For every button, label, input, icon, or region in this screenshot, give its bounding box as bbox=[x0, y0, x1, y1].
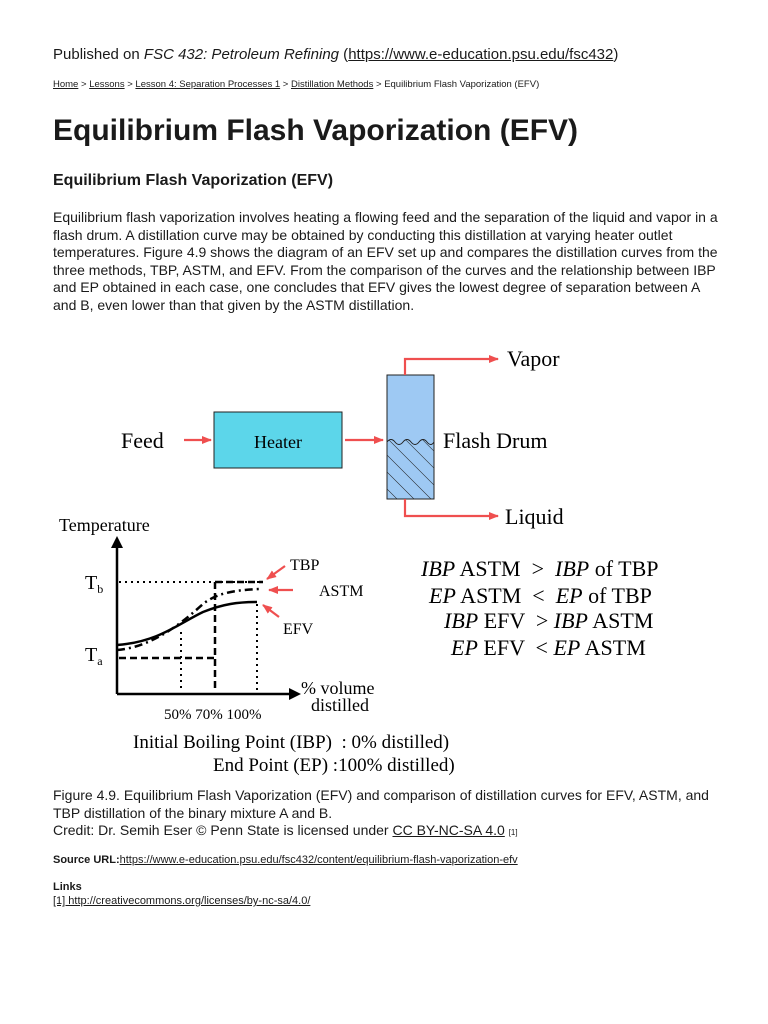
ep-definition: End Point (EP) :100% distilled) bbox=[213, 755, 455, 776]
y-axis-label: Temperature bbox=[59, 515, 150, 535]
breadcrumb-separator: > bbox=[127, 79, 133, 90]
credit-prefix: Credit: Dr. Semih Eser © Penn State is licensed under bbox=[53, 822, 393, 838]
breadcrumb-distillation-methods[interactable]: Distillation Methods bbox=[290, 79, 374, 90]
heater-label: Heater bbox=[254, 432, 302, 452]
efv-pointer bbox=[263, 605, 279, 617]
ibp-definition: Initial Boiling Point (IBP) : 0% distilled) bbox=[133, 732, 450, 753]
liquid-label: Liquid bbox=[505, 504, 564, 529]
x-tick-labels: 50% 70% 100% bbox=[164, 707, 262, 723]
license-link[interactable]: CC BY-NC-SA 4.0 bbox=[392, 822, 505, 838]
links-item bbox=[53, 895, 310, 907]
links-heading: Links bbox=[53, 881, 82, 893]
astm-label: ASTM bbox=[319, 583, 364, 600]
tb-sub: b bbox=[97, 582, 104, 596]
efv-figure bbox=[53, 342, 718, 782]
section-heading: Equilibrium Flash Vaporization (EFV) bbox=[53, 172, 334, 189]
course-name: FSC 432: Petroleum Refining bbox=[143, 46, 340, 63]
breadcrumb-home[interactable]: Home bbox=[53, 79, 79, 90]
source-url-link[interactable]: https://www.e-education.psu.edu/fsc432/content/equilibrium-flash-vaporization-efv bbox=[119, 854, 518, 866]
relation-4: EP EFV < EP ASTM bbox=[451, 635, 646, 660]
vapor-arrow bbox=[405, 359, 498, 375]
efv-label: EFV bbox=[283, 621, 314, 638]
cc-license-link[interactable]: [1] http://creativecommons.org/licenses/by-nc-sa/4.0/ bbox=[53, 895, 311, 907]
source-label: Source URL: bbox=[53, 854, 120, 866]
tbp-label: TBP bbox=[290, 557, 320, 574]
x-axis-label-line1: % volume bbox=[301, 678, 375, 698]
source-url-line bbox=[53, 854, 518, 866]
url-close-paren: ) bbox=[613, 46, 619, 63]
breadcrumb-lesson-4[interactable]: Lesson 4: Separation Processes 1 bbox=[135, 79, 281, 90]
url-open-paren: ( bbox=[339, 46, 349, 63]
relation-3: IBP EFV > IBP ASTM bbox=[444, 608, 654, 633]
published-on-line bbox=[53, 46, 618, 63]
tb-main: T bbox=[85, 572, 98, 594]
page-title: Equilibrium Flash Vaporization (EFV) bbox=[53, 114, 579, 147]
breadcrumb-separator: > bbox=[80, 79, 87, 90]
tb-label bbox=[85, 572, 103, 596]
x-axis-label-line2: distilled bbox=[311, 695, 369, 715]
license-ref: [1] bbox=[508, 828, 518, 837]
feed-label: Feed bbox=[121, 428, 164, 453]
published-prefix: Published on bbox=[53, 46, 144, 63]
relation-2: EP ASTM < EP of TBP bbox=[429, 583, 652, 608]
flash-drum-label: Flash Drum bbox=[443, 428, 548, 453]
flash-drum-liquid bbox=[387, 440, 434, 499]
breadcrumb-current: Equilibrium Flash Vaporization (EFV) bbox=[384, 79, 540, 90]
relation-1: IBP ASTM > IBP of TBP bbox=[421, 556, 659, 581]
caption-text: Figure 4.9. Equilibrium Flash Vaporization (EFV) and comparison of distillation curves for EFV, ASTM, and TBP distillation of the binary mixture A and B. bbox=[53, 787, 709, 821]
breadcrumb-separator: > bbox=[375, 79, 382, 90]
breadcrumb-lessons[interactable]: Lessons bbox=[89, 79, 125, 90]
tbp-pointer bbox=[267, 566, 285, 579]
y-axis-arrowhead bbox=[111, 536, 123, 548]
efv-curve bbox=[117, 602, 257, 645]
ta-label bbox=[85, 644, 103, 668]
ta-sub: a bbox=[97, 654, 103, 668]
course-url-link[interactable]: https://www.e-education.psu.edu/fsc432 bbox=[348, 46, 614, 63]
vapor-label: Vapor bbox=[507, 346, 560, 371]
ta-main: T bbox=[85, 644, 98, 666]
relations bbox=[420, 556, 659, 660]
breadcrumb-separator: > bbox=[282, 79, 289, 90]
liquid-arrow bbox=[405, 499, 498, 516]
x-axis-arrowhead bbox=[289, 688, 301, 700]
breadcrumb bbox=[53, 79, 539, 90]
body-paragraph: Equilibrium flash vaporization involves heating a flowing feed and the separation of the liquid and vapor in a flash drum. A distillation curve may be obtained by conducting this distillation at varying heater outlet temperatures. Figure 4.9 shows the diagram of an EFV set up and compares the distillation curves from the three methods, TBP, ASTM, and EFV. From the comparison of the curves and the relationship between IBP and EP obtained in each case, one concludes that EFV gives the lowest degree of separation between A and B, even lower than that given by the ASTM distillation. bbox=[53, 209, 718, 313]
figure-caption bbox=[53, 787, 718, 842]
